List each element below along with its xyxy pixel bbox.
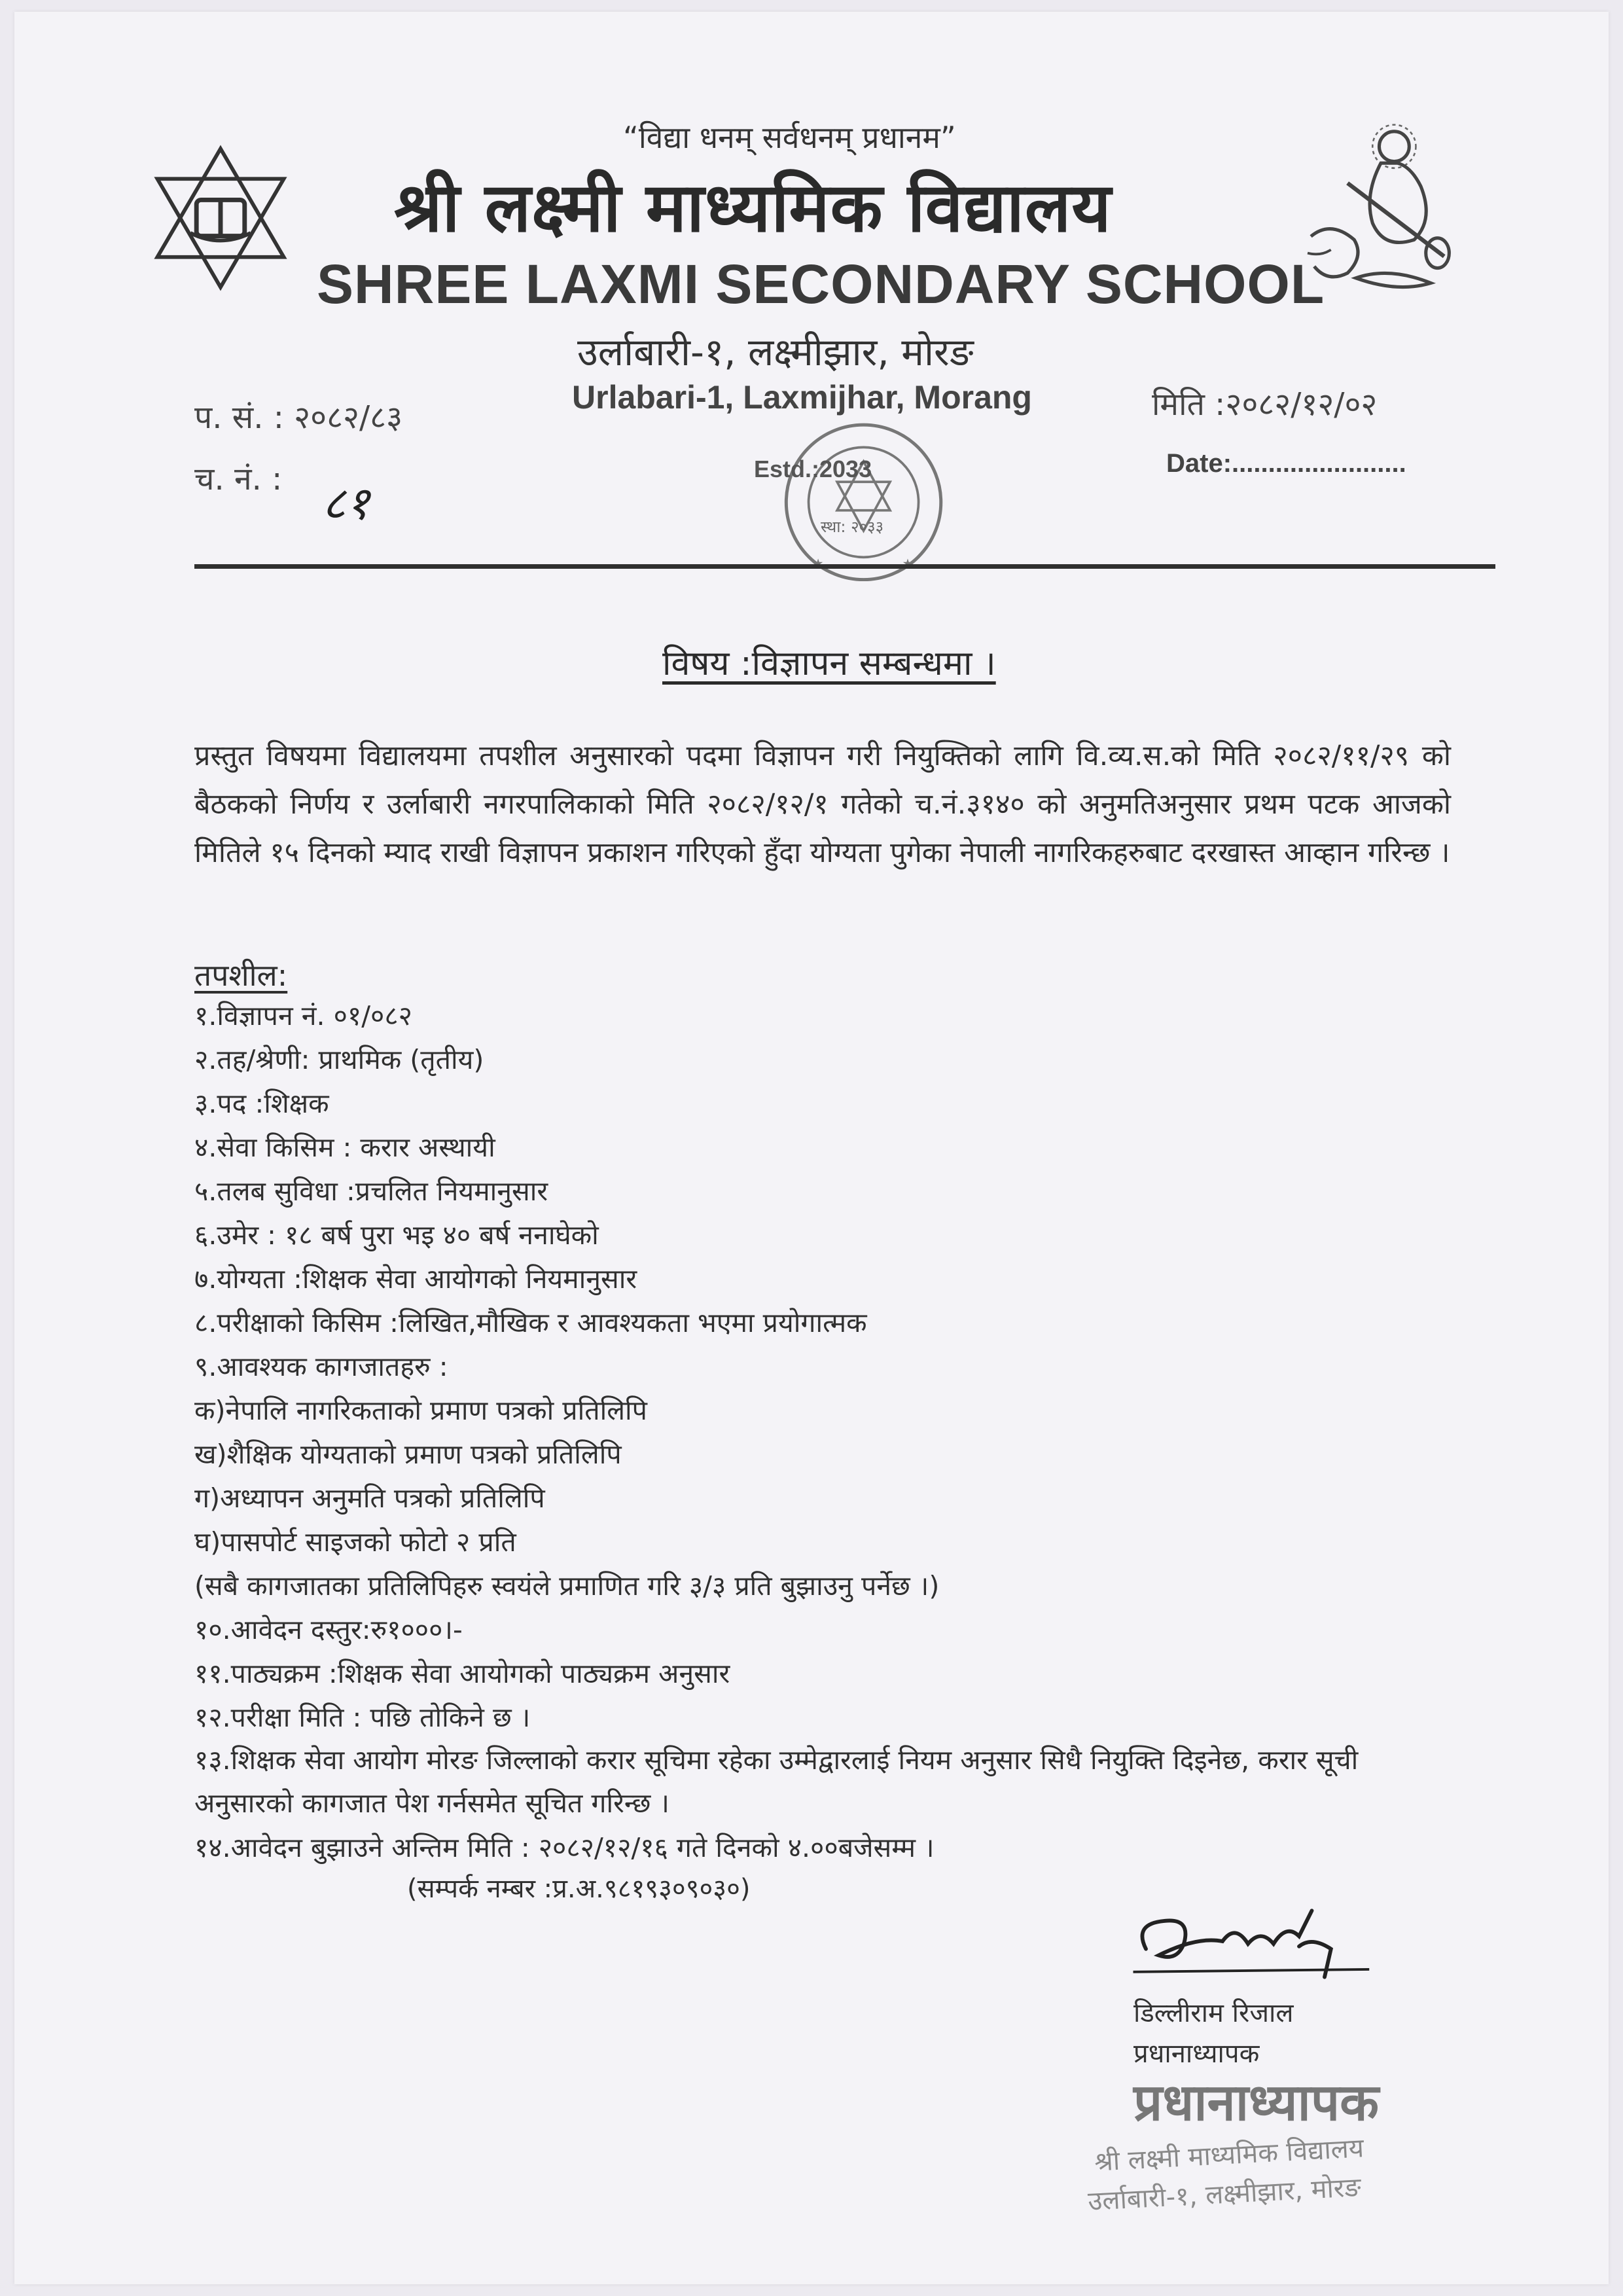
contact-number: (सम्पर्क नम्बर :प्र.अ.९८१९३०९०३०) [407,1874,751,1904]
detail-item: ५.तलब सुविधा :प्रचलित नियमानुसार [194,1175,548,1207]
document-list-item: ग)अध्यापन अनुमति पत्रको प्रतिलिपि [194,1482,545,1514]
signatory-name: डिल्लीराम रिजाल [1133,1998,1294,2028]
dispatch-number-value: ८१ [322,476,370,530]
letter-subject: विषय :विज्ञापन सम्बन्धमा । [662,644,996,683]
stamp-school-address: उर्लाबारी-१, लक्ष्मीझार, मोरङ [1087,2172,1362,2217]
document-list-item: ख)शैक्षिक योग्यताको प्रमाण पत्रको प्रतिलिपि [194,1439,622,1470]
school-seal-icon [749,404,958,588]
seal-established-text: Estd.:2033 [754,456,872,482]
detail-item: ८.परीक्षाको किसिम :लिखित,मौखिक र आवश्यकता भएमा प्रयोगात्मक [194,1307,867,1338]
detail-item: १४.आवेदन बुझाउने अन्तिम मिति : २०८२/१२/१६ गते दिनको ४.००बजेसम्म । [194,1832,935,1863]
school-address-nepali: उर्लाबारी-१, लक्ष्मीझार, मोरङ [577,330,974,374]
letter-page [14,12,1609,2284]
detail-item: १३.शिक्षक सेवा आयोग मोरङ जिल्लाको करार सूचिमा रहेका उम्मेद्वारलाई नियम अनुसार सिधै नियुक्ति दिइनेछ, करार सूची अनुसारको कागजात पेश गर्नसमेत सूचित गरिन्छ । [194,1744,1359,1819]
headteacher-signature-icon [1120,1897,1376,1988]
detail-item: १.विज्ञापन नं. ०१/०८२ [194,1000,412,1031]
stamp-title: प्रधानाध्यापक [1133,2073,1380,2132]
detail-item: १०.आवेदन दस्तुर:रु१०००।- [194,1614,463,1645]
school-motto: “विद्या धनम् सर्वधनम् प्रधानम” [623,120,956,155]
detail-item: ९.आवश्यक कागजातहरु : [194,1351,448,1382]
details-heading: तपशील: [194,958,288,993]
reference-number: प. सं. : २०८२/८३ [194,399,403,436]
detail-item: ४.सेवा किसिम : करार अस्थायी [194,1132,495,1163]
header-divider [194,564,1495,569]
school-address-english: Urlabari-1, Laxmijhar, Morang [572,379,1032,416]
document-note: (सबै कागजातका प्रतिलिपिहरु स्वयंले प्रमाणित गरि ३/३ प्रति बुझाउनु पर्नेछ ।) [194,1570,940,1602]
detail-item: ३.पद :शिक्षक [194,1088,329,1119]
dispatch-number-label: च. नं. : [194,461,283,497]
seal-inner-text: स्था: २०३३ [821,518,884,536]
school-name-english: SHREE LAXMI SECONDARY SCHOOL [317,253,1325,315]
detail-item: १२.परीक्षा मिति : पछि तोकिने छ । [194,1702,531,1733]
body-paragraph: प्रस्तुत विषयमा विद्यालयमा तपशील अनुसारको पदमा विज्ञापन गरी नियुक्तिको लागि वि.व्य.स.को मिति २०८२/११/२९ को बैठकको निर्णय र उर्लाबारी नगरपालिकाको मिति २०८२/१२/१ गतेको च.नं.३१४० को अनुमतिअनुसार प्रथम पटक आजको मितिले १५ दिनको म्याद राखी विज्ञापन प्रकाशन गरिएको हुँदा योग्यता पुगेका नेपाली नागरिकहरुबाट दरखास्त आव्हान गरिन्छ । [194,740,1451,869]
document-list-item: क)नेपालि नागरिकताको प्रमाण पत्रको प्रतिलिपि [194,1395,647,1426]
school-logo-icon [145,143,296,293]
signatory-title: प्रधानाध्यापक [1133,2039,1260,2069]
date-english-field: Date:........................ [1166,449,1406,478]
detail-item: ६.उमेर : १८ बर्ष पुरा भइ ४० बर्ष ननाघेको [194,1219,599,1251]
detail-item: ७.योग्यता :शिक्षक सेवा आयोगको नियमानुसार [194,1263,637,1295]
detail-item: २.तह/श्रेणी: प्राथमिक (तृतीय) [194,1044,484,1075]
stamp-school-name: श्री लक्ष्मी माध्यमिक विद्यालय [1094,2133,1365,2178]
date-nepali: मिति :२०८२/१२/०२ [1152,386,1378,423]
saraswati-illustration-icon [1296,120,1466,303]
document-list-item: घ)पासपोर्ट साइजको फोटो २ प्रति [194,1526,516,1558]
detail-item: ११.पाठ्यक्रम :शिक्षक सेवा आयोगको पाठ्यक्रम अनुसार [194,1658,730,1689]
school-name-nepali: श्री लक्ष्मी माध्यमिक विद्यालय [394,168,1112,247]
